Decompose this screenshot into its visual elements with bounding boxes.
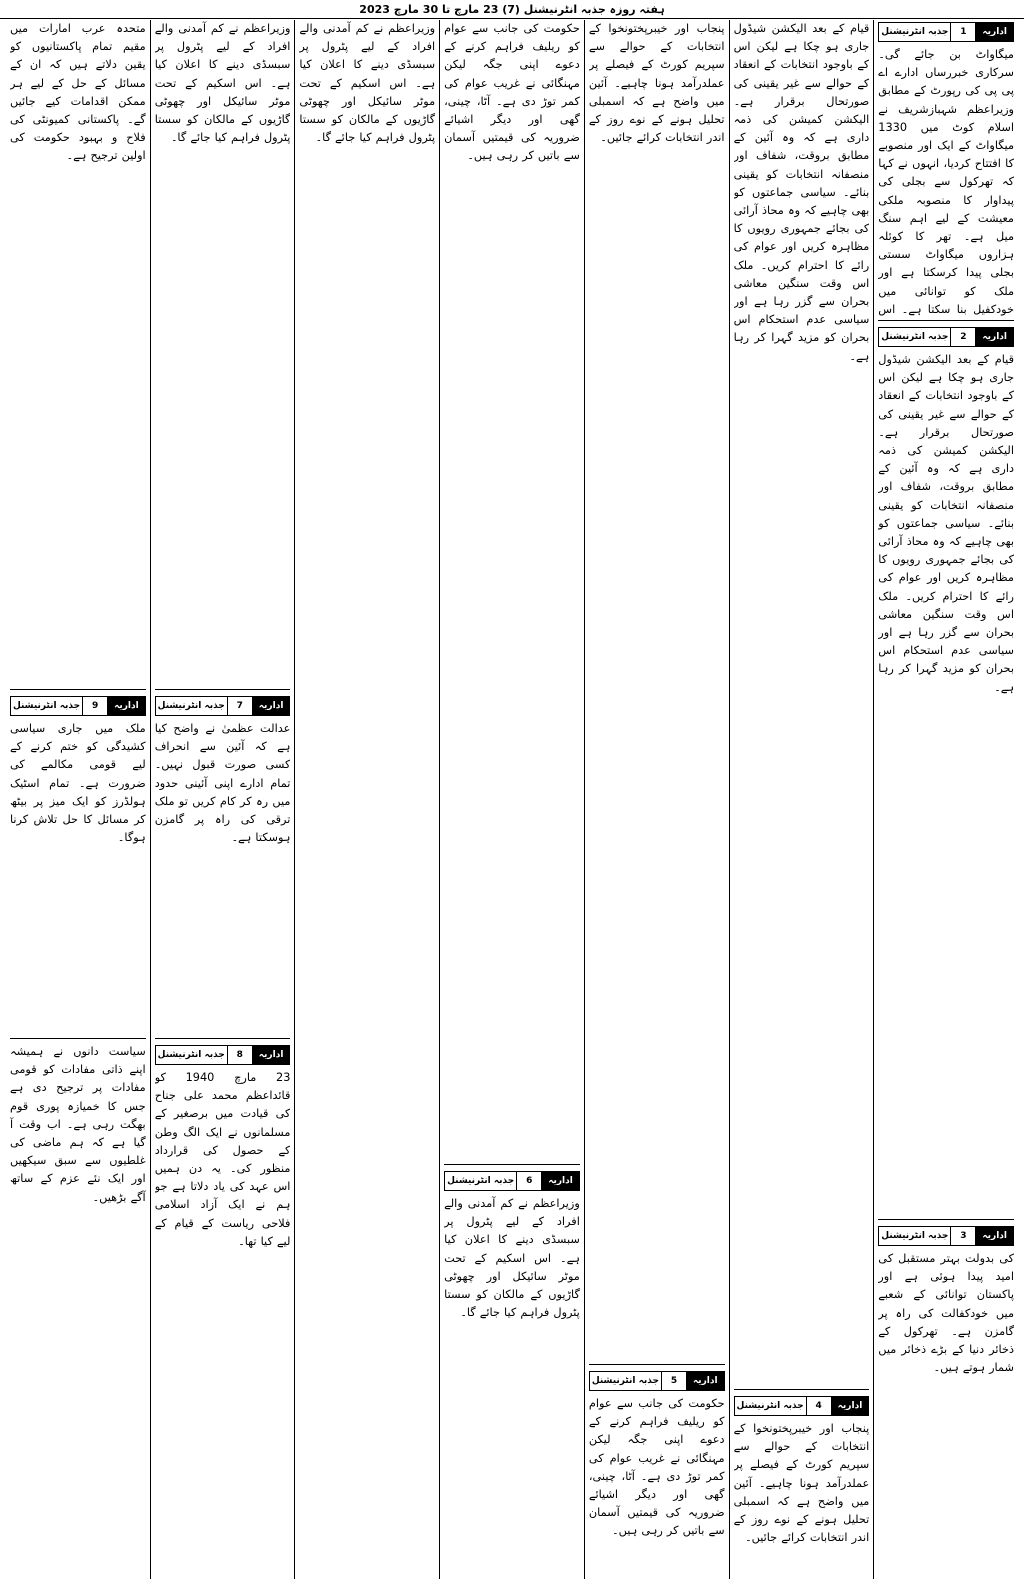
editorial-5-cont [444, 20, 580, 1165]
editorial-heading [878, 22, 1014, 42]
editorial-heading [878, 1226, 1014, 1246]
column-7 [6, 20, 150, 1579]
editorial-text: عدالت عظمیٰ نے واضح کیا ہے کہ آئین سے انحراف کسی صورت قبول نہیں۔ تمام ادارے اپنی آئینی حدود میں رہ کر کام کریں تو ملک ترقی کی راہ پر گامزن ہوسکتا ہے۔ [154, 722, 291, 845]
editorial-text: وزیراعظم نے کم آمدنی والے افراد کے لیے پٹرول پر سبسڈی دینے کا اعلان کیا ہے۔ اس اسکیم کے تحت موٹر سائیکل اور چھوٹی گاڑیوں کے مالکان کو سستا پٹرول فراہم کیا جائے گا۔ [444, 1197, 580, 1320]
editorial-text: وزیراعظم نے کم آمدنی والے افراد کے لیے پٹرول پر سبسڈی دینے کا اعلان کیا ہے۔ اس اسکیم کے تحت موٹر سائیکل اور چھوٹی گاڑیوں کے مالکان کو سستا پٹرول فراہم کیا جائے گا۔ [154, 22, 291, 145]
editorial-text: ملک میں جاری سیاسی کشیدگی کو ختم کرنے کے لیے قومی مکالمے کی ضرورت ہے۔ تمام اسٹیک ہولڈرز کو ایک میز پر بیٹھ کر مسائل کا حل تلاش کرنا ہوگا۔ [9, 722, 146, 845]
header-title: ہفتہ روزہ جذبہ انٹرنیشنل (7) 23 مارچ تا 30 مارچ 2023 [359, 2, 665, 16]
editorial-text: کی بدولت بہتر مستقبل کی امید پیدا ہوئی ہے اور پاکستان توانائی کے شعبے میں خودکفالت کی راہ پر گامزن ہے۔ تھرکول کے ذخائر دنیا کے بڑے ذخائر میں شمار ہوتے ہیں۔ [878, 1252, 1014, 1375]
column-4 [439, 20, 584, 1579]
editorial-5 [589, 1369, 725, 1545]
editorial-label: جذبہ انٹرنیشنل [879, 1227, 950, 1245]
editorial-3 [878, 1224, 1014, 1381]
editorial-prefix: اداریہ [976, 328, 1013, 346]
editorial-prefix: اداریہ [976, 1227, 1013, 1245]
editorial-number: 8 [227, 1046, 253, 1064]
columns [6, 20, 1018, 1579]
editorial-9 [10, 694, 146, 1039]
editorial-text: حکومت کی جانب سے عوام کو ریلیف فراہم کرنے کے دعوے اپنی جگہ لیکن مہنگائی نے غریب عوام کی کمر توڑ دی ہے۔ آٹا، چینی، گھی اور دیگر اشیائے ضروریہ کی قیمتیں آسمان سے باتیں کر رہی ہیں۔ [444, 22, 580, 163]
editorial-number: 4 [806, 1397, 832, 1415]
column-3 [584, 20, 729, 1579]
editorial-number: 9 [82, 697, 108, 715]
editorial-number: 1 [950, 23, 976, 41]
editorial-prefix: اداریہ [542, 1172, 579, 1190]
column-2 [729, 20, 874, 1579]
editorial-label: جذبہ انٹرنیشنل [879, 328, 950, 346]
editorial-c2 [10, 20, 146, 690]
editorial-text: پنجاب اور خیبرپختونخوا کے انتخابات کے حوالے سے سپریم کورٹ کے فیصلے پر عملدرآمد ہونا چاہیے۔ آئین میں واضح ہے کہ اسمبلی تحلیل ہونے کے نوے روز کے اندر انتخابات کرائے جائیں۔ [588, 22, 725, 145]
editorial-heading [878, 327, 1014, 347]
column-6 [150, 20, 295, 1579]
editorial-text: سیاست دانوں نے ہمیشہ اپنے ذاتی مفادات کو قومی مفادات پر ترجیح دی ہے جس کا خمیازہ پوری قوم بھگت رہی ہے۔ اب وقت آ گیا ہے کہ ہم ماضی کی غلطیوں سے سبق سیکھیں اور ایک نئے عزم کے ساتھ آگے بڑھیں۔ [9, 1045, 146, 1204]
editorial-text: قیام کے بعد الیکشن شیڈول جاری ہو چکا ہے لیکن اس کے باوجود انتخابات کے انعقاد کے حوالے سے غیر یقینی کی صورتحال برقرار ہے۔ الیکشن کمیشن کی ذمہ داری ہے کہ وہ آئین کے مطابق بروقت، شفاف اور منصفانہ انتخابات کو یقینی بنائے۔ سیاسی جماعتوں کو بھی چاہیے کہ وہ محاذ آرائی کی بجائے جمہوری رویوں کا مظاہرہ کریں اور عوام کی رائے کا احترام کریں۔ ملک اس وقت سنگین معاشی بحران سے گزر رہا ہے اور سیاسی عدم استحکام اس بحران کو مزید گہرا کر رہا ہے۔ [878, 353, 1014, 694]
editorial-prefix: اداریہ [687, 1372, 724, 1390]
editorial-prefix: اداریہ [832, 1397, 869, 1415]
editorial-heading [155, 696, 291, 716]
editorial-number: 5 [661, 1372, 687, 1390]
editorial-heading [589, 1371, 725, 1391]
editorial-7 [155, 694, 291, 1039]
editorial-2 [878, 325, 1014, 1220]
editorial-label: جذبہ انٹرنیشنل [445, 1172, 516, 1190]
editorial-text: 23 مارچ 1940 کو قائداعظم محمد علی جناح کی قیادت میں برصغیر کے مسلمانوں نے ایک الگ وطن کے حصول کی قرارداد منظور کی۔ یہ دن ہمیں اس عہد کی یاد دلاتا ہے جو ہم نے ایک آزاد اسلامی فلاحی ریاست کے قیام کے لیے کیا تھا۔ [154, 1071, 291, 1248]
editorial-text: حکومت کی جانب سے عوام کو ریلیف فراہم کرنے کے دعوے اپنی جگہ لیکن مہنگائی نے غریب عوام کی کمر توڑ دی ہے۔ آٹا، چینی، گھی اور دیگر اشیائے ضروریہ کی قیمتیں آسمان سے باتیں کر رہی ہیں۔ [588, 1397, 725, 1538]
editorial-label: جذبہ انٹرنیشنل [590, 1372, 661, 1390]
editorial-2-cont [734, 20, 870, 1390]
editorial-prefix: اداریہ [976, 23, 1013, 41]
editorial-heading [155, 1045, 291, 1065]
editorial-8 [155, 1043, 291, 1255]
editorial-label: جذبہ انٹرنیشنل [11, 697, 82, 715]
editorial-heading [734, 1396, 870, 1416]
editorial-prefix: اداریہ [253, 1046, 290, 1064]
editorial-text: قیام کے بعد الیکشن شیڈول جاری ہو چکا ہے لیکن اس کے باوجود انتخابات کے انعقاد کے حوالے سے غیر یقینی کی صورتحال برقرار ہے۔ الیکشن کمیشن کی ذمہ داری ہے کہ وہ آئین کے مطابق بروقت، شفاف اور منصفانہ انتخابات کو یقینی بنائے۔ سیاسی جماعتوں کو بھی چاہیے کہ وہ محاذ آرائی کی بجائے جمہوری رویوں کا مظاہرہ کریں اور عوام کی رائے کا احترام کریں۔ ملک اس وقت سنگین معاشی بحران سے گزر رہا ہے اور سیاسی عدم استحکام اس بحران کو مزید گہرا کر رہا ہے۔ [733, 22, 870, 363]
editorial-text: وزیراعظم نے کم آمدنی والے افراد کے لیے پٹرول پر سبسڈی دینے کا اعلان کیا ہے۔ اس اسکیم کے تحت موٹر سائیکل اور چھوٹی گاڑیوں کے مالکان کو سستا پٹرول فراہم کیا جائے گا۔ [299, 22, 436, 145]
editorial-heading [444, 1171, 580, 1191]
editorial-number: 7 [227, 697, 253, 715]
editorial-label: جذبہ انٹرنیشنل [156, 697, 227, 715]
editorial-number: 3 [950, 1227, 976, 1245]
editorial-heading [10, 696, 146, 716]
editorial-1 [878, 20, 1014, 321]
editorial-prefix: اداریہ [108, 697, 145, 715]
editorial-text: میگاواٹ بن جائے گی۔ سرکاری خبررساں ادارے اے پی پی کی رپورٹ کے مطابق وزیراعظم شہبازشریف نے اسلام کوٹ میں 1330 میگاواٹ کے ایک اور منصوبے کا افتتاح کردیا، انہوں نے کہا کہ تھرکول سے بجلی کی پیداوار کا منصوبہ ملکی معیشت کے لیے اہم سنگ میل ہے۔ تھر کا کوئلہ ہزاروں میگاواٹ سستی بجلی پیدا کرسکتا ہے اور ملک کو توانائی میں خودکفیل بنا سکتا ہے۔ اس [878, 48, 1014, 316]
editorial-number: 2 [950, 328, 976, 346]
editorial-text: متحدہ عرب امارات میں مقیم تمام پاکستانیوں کو یقین دلاتے ہیں کہ ان کے مسائل کے حل کے لیے ہر ممکن اقدامات کیے جائیں گے۔ پاکستانی کمیونٹی کی فلاح و بہبود حکومت کی اولین ترجیح ہے۔ [9, 22, 146, 163]
column-5 [294, 20, 439, 1579]
editorial-4-cont [589, 20, 725, 1365]
editorial-text: پنجاب اور خیبرپختونخوا کے انتخابات کے حوالے سے سپریم کورٹ کے فیصلے پر عملدرآمد ہونا چاہیے۔ آئین میں واضح ہے کہ اسمبلی تحلیل ہونے کے نوے روز کے اندر انتخابات کرائے جائیں۔ [733, 1422, 870, 1545]
editorial-number: 6 [516, 1172, 542, 1190]
page-header [0, 0, 1024, 19]
editorial-c1 [10, 1043, 146, 1211]
editorial-6-cont [299, 20, 435, 151]
editorial-label: جذبہ انٹرنیشنل [156, 1046, 227, 1064]
editorial-prefix: اداریہ [253, 697, 290, 715]
editorial-6 [444, 1169, 580, 1326]
editorial-4 [734, 1394, 870, 1551]
column-1 [873, 20, 1018, 1579]
editorial-6-cont2 [155, 20, 291, 690]
editorial-label: جذبہ انٹرنیشنل [735, 1397, 806, 1415]
editorial-label: جذبہ انٹرنیشنل [879, 23, 950, 41]
